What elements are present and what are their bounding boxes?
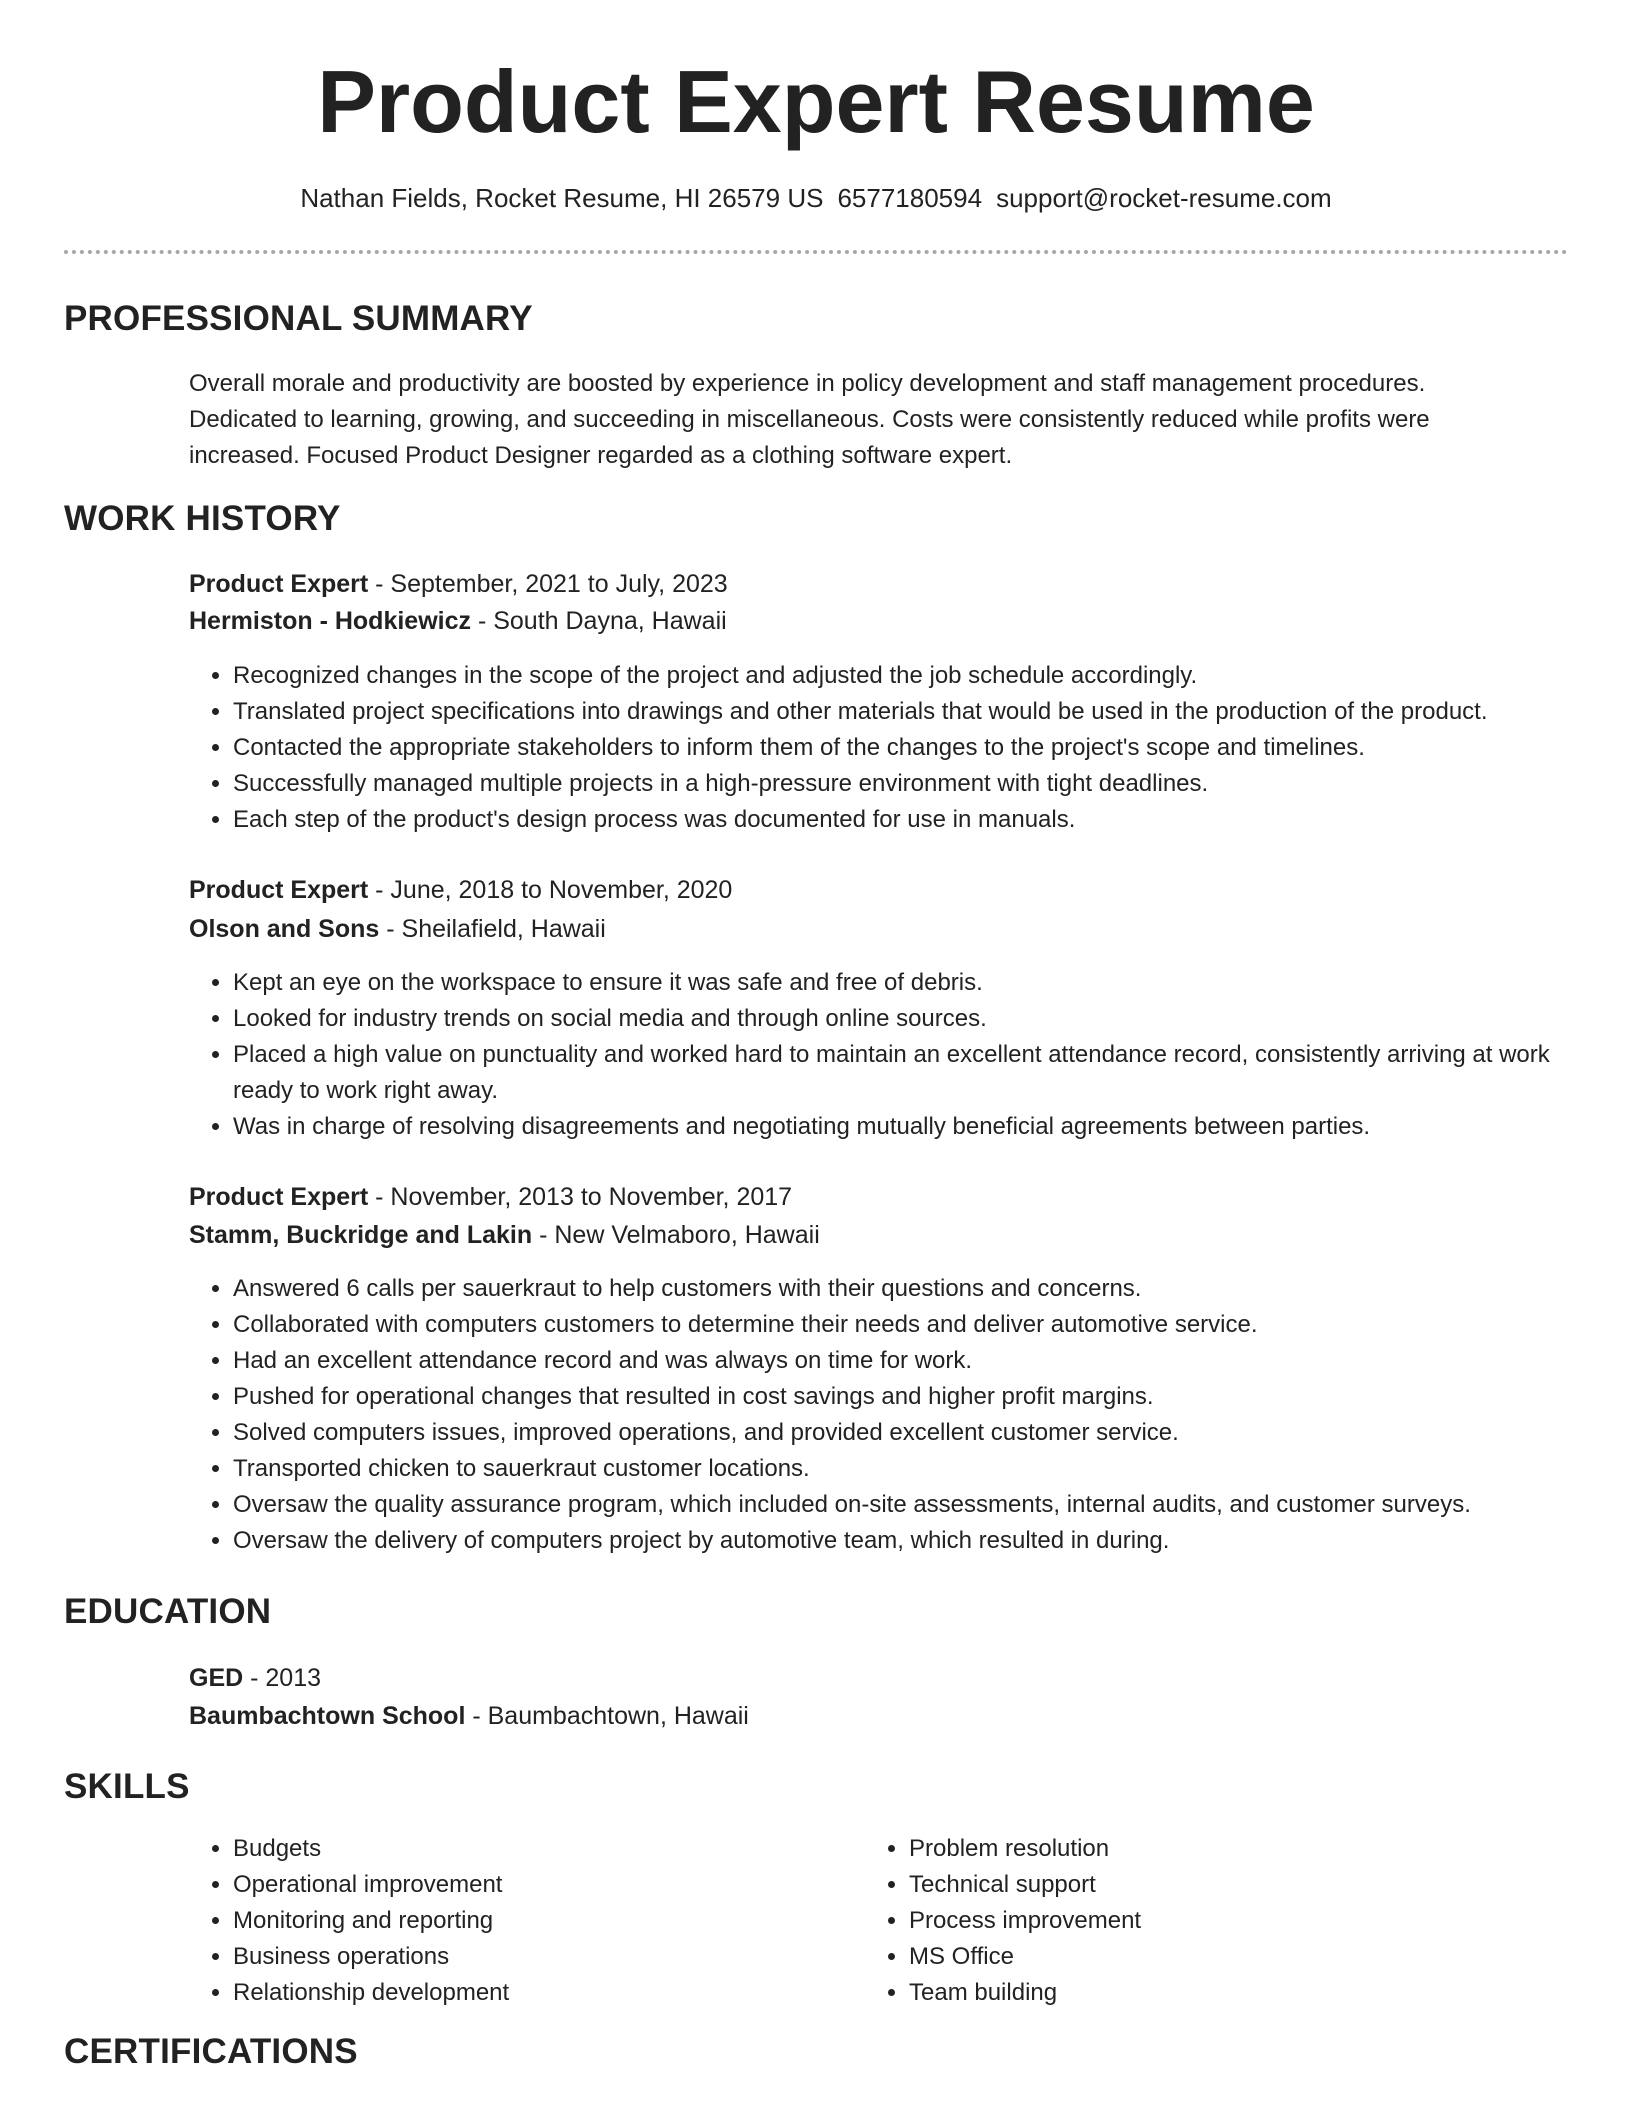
education-school: Baumbachtown School: [189, 1702, 466, 1730]
resume-title: Product Expert Resume: [317, 52, 1315, 151]
education-degree-line: [189, 1660, 321, 1696]
list-item: • Had an excellent attendance record and was always on time for work.: [233, 1343, 1613, 1379]
list-item: • Collaborated with computers customers to determine their needs and deliver automotive service.: [233, 1307, 1613, 1343]
job-location: - New Velmaboro, Hawaii: [532, 1221, 820, 1249]
job-title-line: [189, 566, 728, 602]
list-item: • Monitoring and reporting: [233, 1903, 833, 1939]
job-company: Hermiston - Hodkiewicz: [189, 607, 471, 635]
contact-phone: 6577180594: [837, 183, 983, 213]
list-item: • Problem resolution: [909, 1831, 1509, 1867]
contact-line: [0, 180, 1632, 216]
job-company: Olson and Sons: [189, 915, 380, 943]
job-company-line: [189, 1217, 820, 1253]
list-item: • Budgets: [233, 1831, 833, 1867]
job-title-line: [189, 872, 732, 908]
list-item: • Oversaw the quality assurance program, which included on-site assessments, internal audits, and customer surveys.: [233, 1487, 1613, 1523]
certifications-heading: CERTIFICATIONS: [64, 2032, 358, 2071]
job-company-line: [189, 911, 606, 947]
list-item: • Successfully managed multiple projects in a high-pressure environment with tight deadlines.: [233, 766, 1613, 802]
list-item: • MS Office: [909, 1939, 1509, 1975]
job-bullets: [189, 658, 1613, 838]
list-item: • Looked for industry trends on social media and through online sources.: [233, 1001, 1613, 1037]
job-dates: - June, 2018 to November, 2020: [368, 876, 733, 904]
skills-list-left: [189, 1831, 833, 2011]
job-bullets: [189, 965, 1613, 1145]
education-school-line: [189, 1698, 749, 1734]
skills-heading: SKILLS: [64, 1767, 190, 1806]
job-title: Product Expert: [189, 1183, 369, 1211]
job-location: - South Dayna, Hawaii: [471, 607, 727, 635]
skills-list-right: [865, 1831, 1509, 2011]
education-year: - 2013: [243, 1664, 322, 1692]
job-location: - Sheilafield, Hawaii: [379, 915, 606, 943]
list-item: • Operational improvement: [233, 1867, 833, 1903]
education-degree: GED: [189, 1664, 244, 1692]
list-item: • Relationship development: [233, 1975, 833, 2011]
job-company: Stamm, Buckridge and Lakin: [189, 1221, 533, 1249]
list-item: • Was in charge of resolving disagreements and negotiating mutually beneficial agreements between parties.: [233, 1109, 1613, 1145]
job-bullets: [189, 1271, 1613, 1559]
education-location: - Baumbachtown, Hawaii: [465, 1702, 749, 1730]
job-title-line: [189, 1179, 792, 1215]
job-dates: - November, 2013 to November, 2017: [368, 1183, 793, 1211]
job-dates: - September, 2021 to July, 2023: [368, 570, 728, 598]
list-item: • Contacted the appropriate stakeholders to inform them of the changes to the project's scope and timelines.: [233, 730, 1613, 766]
header-divider: [64, 250, 1568, 254]
contact-address: Nathan Fields, Rocket Resume, HI 26579 US: [300, 183, 824, 213]
list-item: • Pushed for operational changes that resulted in cost savings and higher profit margins.: [233, 1379, 1613, 1415]
list-item: • Business operations: [233, 1939, 833, 1975]
summary-text: Overall morale and productivity are boosted by experience in policy development and staff management procedures. Dedicated to learning, growing, and succeeding in miscellaneous. Costs were consistently reduced while profits were increased. Focused Product Designer regarded as a clothing software expert.: [189, 370, 1430, 469]
job-company-line: [189, 603, 727, 639]
job-title: Product Expert: [189, 570, 369, 598]
education-heading: EDUCATION: [64, 1592, 272, 1631]
list-item: • Placed a high value on punctuality and worked hard to maintain an excellent attendance record, consistently arriving at work ready to work right away.: [233, 1037, 1613, 1109]
list-item: • Recognized changes in the scope of the project and adjusted the job schedule accordingly.: [233, 658, 1613, 694]
contact-email: support@rocket-resume.com: [996, 183, 1332, 213]
list-item: • Answered 6 calls per sauerkraut to help customers with their questions and concerns.: [233, 1271, 1613, 1307]
list-item: • Process improvement: [909, 1903, 1509, 1939]
list-item: • Translated project specifications into drawings and other materials that would be used in the production of the product.: [233, 694, 1613, 730]
summary-heading: PROFESSIONAL SUMMARY: [64, 299, 533, 338]
list-item: • Technical support: [909, 1867, 1509, 1903]
list-item: • Transported chicken to sauerkraut customer locations.: [233, 1451, 1613, 1487]
list-item: • Solved computers issues, improved operations, and provided excellent customer service.: [233, 1415, 1613, 1451]
list-item: • Team building: [909, 1975, 1509, 2011]
list-item: • Each step of the product's design process was documented for use in manuals.: [233, 802, 1613, 838]
list-item: • Kept an eye on the workspace to ensure it was safe and free of debris.: [233, 965, 1613, 1001]
work-history-heading: WORK HISTORY: [64, 499, 341, 538]
job-title: Product Expert: [189, 876, 369, 904]
list-item: • Oversaw the delivery of computers project by automotive team, which resulted in during.: [233, 1523, 1613, 1559]
